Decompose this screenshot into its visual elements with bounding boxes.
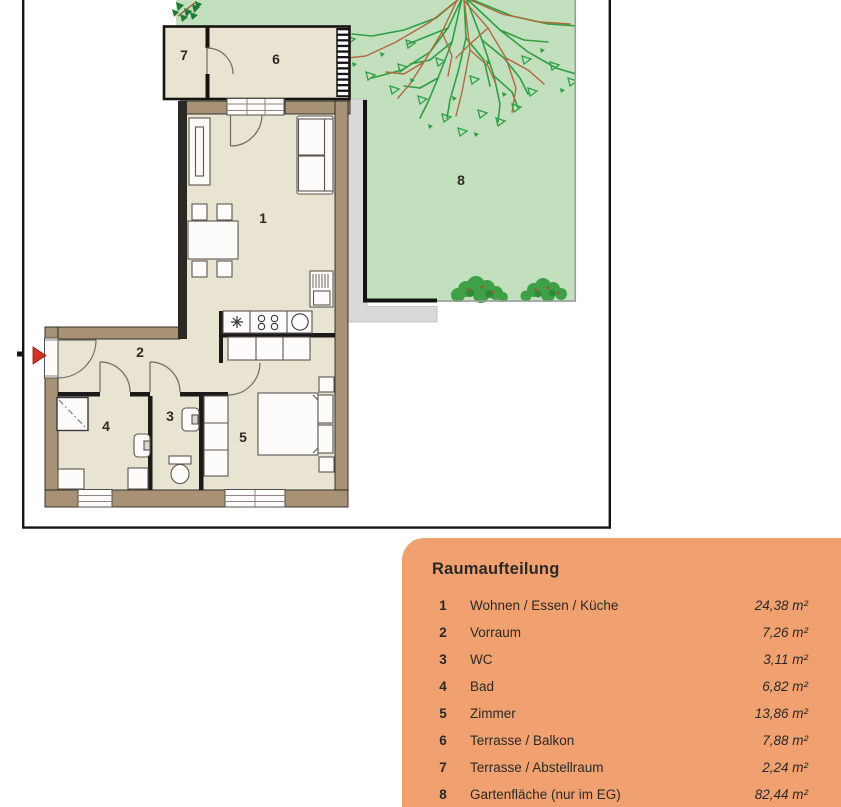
legend-title: Raumaufteilung xyxy=(432,560,560,578)
nightstand-icon xyxy=(319,457,334,472)
party-wall xyxy=(178,101,187,339)
washbasin-icon xyxy=(134,434,150,457)
legend-row xyxy=(402,727,841,754)
room-number: 8 xyxy=(439,787,447,802)
legend-row xyxy=(402,781,841,807)
fridge-icon xyxy=(310,271,333,307)
sofa-icon xyxy=(297,116,333,194)
wardrobe-icon xyxy=(204,396,228,476)
terrace-block xyxy=(164,27,350,100)
legend-panel xyxy=(402,538,841,807)
room-name: Gartenfläche (nur im EG) xyxy=(470,787,621,802)
bath-cabinet-icon xyxy=(128,468,148,489)
room-area: 3,11 m² xyxy=(763,652,808,667)
shower-icon xyxy=(57,398,88,431)
room-area: 82,44 m² xyxy=(754,787,808,802)
sink-icon xyxy=(292,314,308,330)
room-area: 24,38 m² xyxy=(754,598,808,613)
room-name: Bad xyxy=(470,679,495,694)
room-label-4: 4 xyxy=(102,418,110,434)
room-area: 13,86 m² xyxy=(754,706,808,721)
kitchen-counter-icon xyxy=(223,311,312,333)
washbasin-icon xyxy=(182,408,199,431)
room-number: 4 xyxy=(439,679,447,694)
room-label-3: 3 xyxy=(166,408,174,424)
room-area: 7,26 m² xyxy=(762,625,808,640)
cabinet-icon xyxy=(189,118,210,185)
legend-row xyxy=(402,592,841,619)
room-name: Wohnen / Essen / Küche xyxy=(470,598,619,613)
room-label-1: 1 xyxy=(259,210,267,226)
room-name: Terrasse / Abstellraum xyxy=(470,760,604,775)
room-number: 3 xyxy=(439,652,447,667)
legend-row xyxy=(402,646,841,673)
legend-rows xyxy=(402,592,841,807)
room-name: Zimmer xyxy=(470,706,516,721)
washing-machine-icon xyxy=(58,469,84,489)
legend-row xyxy=(402,754,841,781)
legend-row xyxy=(402,673,841,700)
room-number: 7 xyxy=(439,760,447,775)
room-label-6: 6 xyxy=(272,51,280,67)
room-area: 7,88 m² xyxy=(762,733,808,748)
toilet-icon xyxy=(169,456,191,484)
room-label-2: 2 xyxy=(136,344,144,360)
room-number: 2 xyxy=(439,625,447,640)
room-label-8: 8 xyxy=(457,172,465,188)
legend-row xyxy=(402,619,841,646)
nightstand-icon xyxy=(319,377,334,392)
room-name: Terrasse / Balkon xyxy=(470,733,575,748)
room-name: WC xyxy=(470,652,493,667)
room-number: 1 xyxy=(439,598,447,613)
room-area: 2,24 m² xyxy=(762,760,808,775)
railing-hatch-icon xyxy=(337,28,349,97)
room-number: 6 xyxy=(439,733,447,748)
room-name: Vorraum xyxy=(470,625,522,640)
room-number: 5 xyxy=(439,706,447,721)
hall-closet-icon xyxy=(228,337,310,360)
room-label-5: 5 xyxy=(239,429,247,445)
room-area: 6,82 m² xyxy=(762,679,808,694)
legend-row xyxy=(402,700,841,727)
room-label-7: 7 xyxy=(180,47,188,63)
